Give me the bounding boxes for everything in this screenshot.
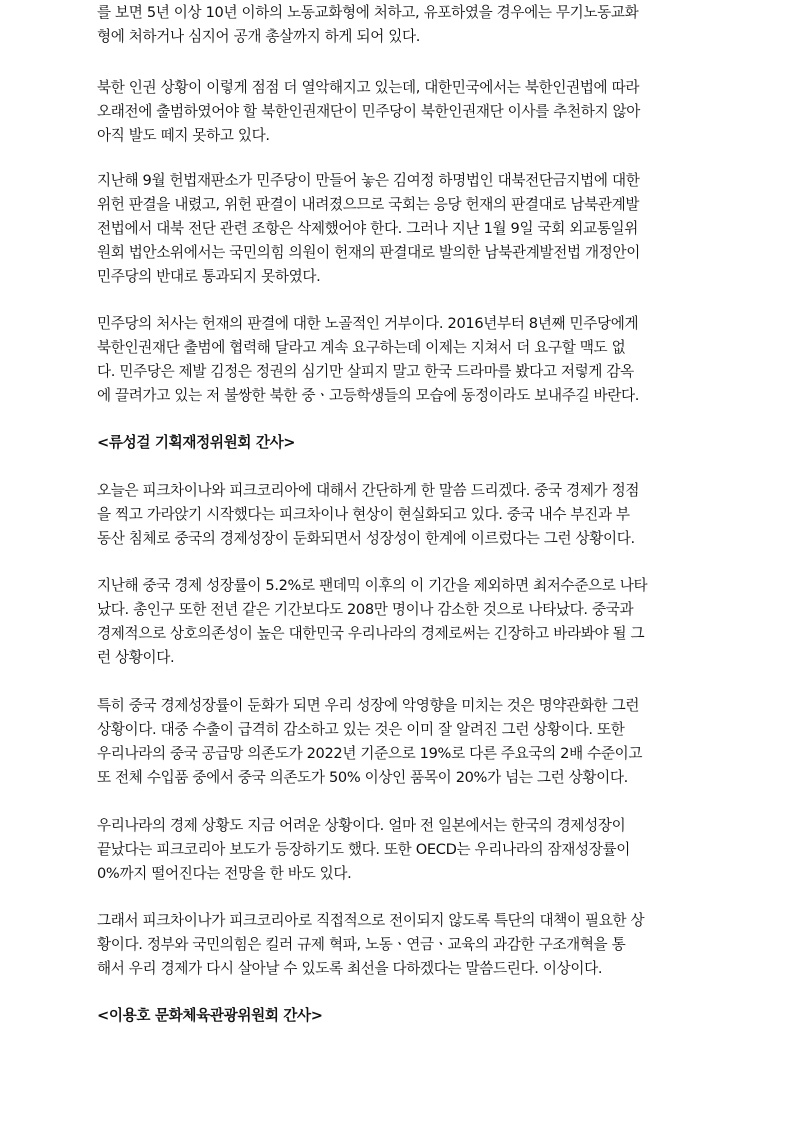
- text-line: 우리나라의 경제 상황도 지금 어려운 상황이다. 얼마 전 일본에서는 한국의 경제성장이: [97, 817, 626, 834]
- text-line: 민주당의 반대로 통과되지 못하였다.: [97, 268, 321, 285]
- text-line: 특히 중국 경제성장률이 둔화가 되면 우리 성장에 악영향을 미치는 것은 명약관화한 그런: [97, 697, 640, 714]
- text-line: 전법에서 대북 전단 관련 조항은 삭제했어야 한다. 그러나 지난 1월 9일 국회 외교통일위: [97, 220, 639, 237]
- text-line: 났다. 총인구 또한 전년 같은 기간보다도 208만 명이나 감소한 것으로 나타났다. 중국과: [97, 601, 634, 618]
- text-line: 동산 침체로 중국의 경제성장이 둔화되면서 성장성이 한계에 이르렀다는 그런 상황이다.: [97, 530, 635, 547]
- text-line: 해서 우리 경제가 다시 살아날 수 있도록 최선을 다하겠다는 말씀드린다. 이상이다.: [97, 960, 603, 977]
- text-line: 을 찍고 가라앉기 시작했다는 피크차이나 현상이 현실화되고 있다. 중국 내수 부진과 부: [97, 506, 630, 523]
- text-line: 북한인권재단 출범에 협력해 달라고 계속 요구하는데 이제는 지쳐서 더 요구할 맥도 없: [97, 339, 626, 356]
- text-line: 지난해 9월 헌법재판소가 민주당이 만들어 놓은 김여정 하명법인 대북전단금지법에 대한: [97, 172, 640, 189]
- text-line: 오래전에 출범하였어야 할 북한인권재단이 민주당이 북한인권재단 이사를 추천하지 않아: [97, 103, 640, 120]
- paragraph: [97, 574, 647, 670]
- paragraph: [97, 312, 639, 408]
- text-line: 황이다. 정부와 국민의힘은 킬러 규제 혁파, 노동ㆍ연금ㆍ교육의 과감한 구조개혁을 통: [97, 936, 626, 953]
- paragraph: [97, 479, 639, 551]
- text-line: 지난해 중국 경제 성장률이 5.2%로 팬데믹 이후의 이 기간을 제외하면 최저수준으로 나타: [97, 577, 648, 594]
- text-line: 에 끌려가고 있는 저 불쌍한 북한 중ㆍ고등학생들의 모습에 동정이라도 보내주길 바란다.: [97, 387, 640, 404]
- text-line: 런 상황이다.: [97, 649, 175, 666]
- text-line: 형에 처하거나 심지어 공개 총살까지 하게 되어 있다.: [97, 28, 421, 45]
- text-line: 경제적으로 상호의존성이 높은 대한민국 우리나라의 경제로써는 긴장하고 바라봐야 될 그: [97, 625, 645, 642]
- paragraph: [97, 694, 642, 790]
- text-line: 오늘은 피크차이나와 피크코리아에 대해서 간단하게 한 말씀 드리겠다. 중국 경제가 정점: [97, 482, 640, 499]
- text-line: 북한 인권 상황이 이렇게 점점 더 열악해지고 있는데, 대한민국에서는 북한인권법에 따라: [97, 79, 640, 96]
- text-line: 끝났다는 피크코리아 보도가 등장하기도 했다. 또한 OECD는 우리나라의 잠재성장률이: [97, 841, 631, 858]
- paragraph: [97, 814, 630, 886]
- text-line: 민주당의 처사는 헌재의 판결에 대한 노골적인 거부이다. 2016년부터 8년째 민주당에게: [97, 315, 639, 332]
- text-line: 다. 민주당은 제발 김정은 정권의 심기만 살피지 말고 한국 드라마를 봤다고 저렇게 감옥: [97, 363, 634, 380]
- text-line: 또 전체 수입품 중에서 중국 의존도가 50% 이상인 품목이 20%가 넘는 그런 상황이다.: [97, 769, 628, 786]
- paragraph: [97, 76, 640, 148]
- text-line: 그래서 피크차이나가 피크코리아로 직접적으로 전이되지 않도록 특단의 대책이 필요한 상: [97, 912, 645, 929]
- text-line: 를 보면 5년 이상 10년 이하의 노동교화형에 처하고, 유포하였을 경우에는 무기노동교화: [97, 4, 639, 21]
- paragraph: [97, 169, 640, 289]
- text-line: 아직 발도 떼지 못하고 있다.: [97, 127, 270, 144]
- paragraph: [97, 1, 638, 49]
- text-line: 0%까지 떨어진다는 전망을 한 바도 있다.: [97, 865, 352, 882]
- text-line: 원회 법안소위에서는 국민의힘 의원이 헌재의 판결대로 발의한 남북관계발전법 개정안이: [97, 244, 640, 261]
- text-line: 위헌 판결을 내렸고, 위헌 판결이 내려졌으므로 국회는 응당 헌재의 판결대로 남북관계발: [97, 196, 640, 213]
- paragraph: [97, 909, 644, 981]
- section-heading: <류성걸 기획재정위원회 간사>: [97, 434, 296, 451]
- text-line: 상황이다. 대중 수출이 급격히 감소하고 있는 것은 이미 잘 알려진 그런 상황이다. 또한: [97, 721, 625, 738]
- text-line: 우리나라의 중국 공급망 의존도가 2022년 기준으로 19%로 다른 주요국의 2배 수준이고: [97, 745, 643, 762]
- section-heading: <이용호 문화체육관광위원회 간사>: [97, 1007, 323, 1024]
